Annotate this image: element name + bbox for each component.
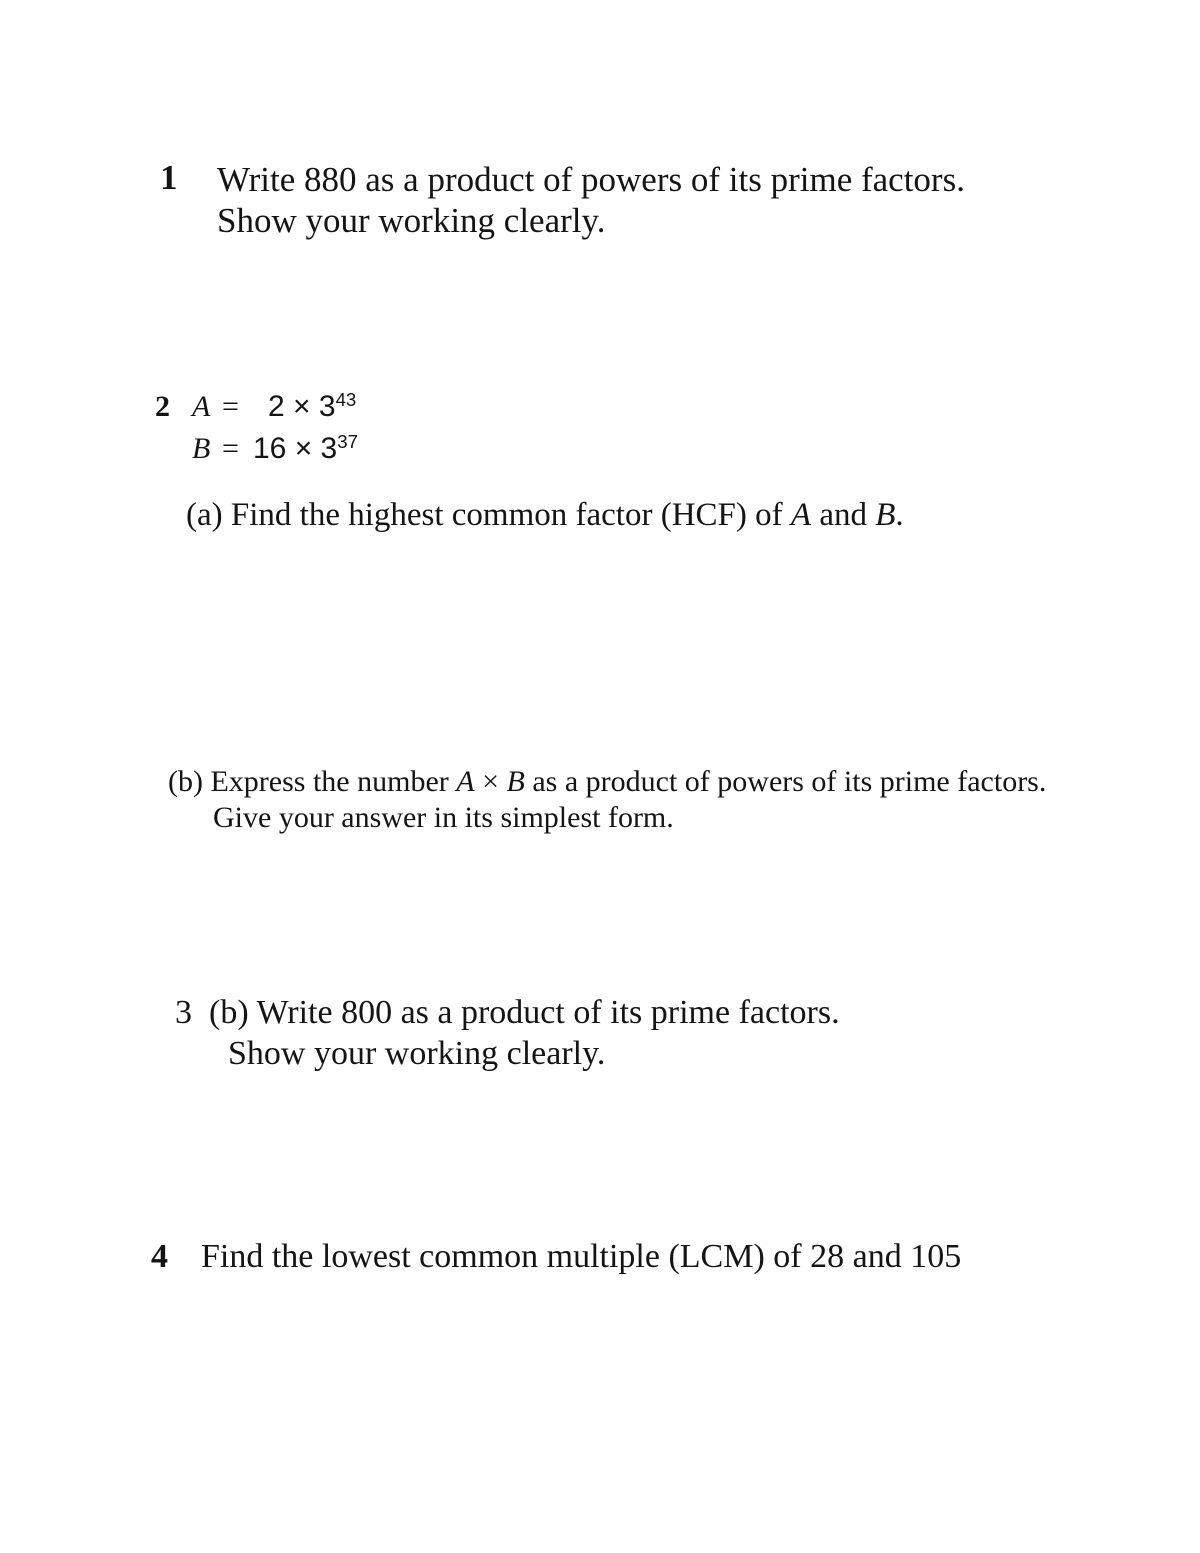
variable-b-exponent: 37	[337, 430, 358, 452]
question-2b-prefix: (b) Express the number	[168, 765, 457, 798]
question-2b-var-b: B	[506, 765, 525, 798]
variable-a-exponent: 43	[335, 388, 357, 410]
question-2b-text-line-2: Give your answer in its simplest form.	[213, 801, 674, 834]
question-1-text-line-2: Show your working clearly.	[217, 201, 606, 240]
question-2a-conjunction: and	[811, 497, 876, 533]
question-3-text-line-1: 3 (b) Write 800 as a product of its prime factors.	[175, 994, 840, 1031]
variable-b-base: 16 × 3	[253, 432, 338, 465]
variable-b-label: B	[192, 432, 211, 465]
question-4-number: 4	[151, 1238, 168, 1275]
question-2-number: 2	[155, 390, 170, 423]
question-2a-suffix: .	[895, 497, 904, 533]
question-2a-var-a: A	[790, 497, 812, 533]
question-2b-operator: ×	[474, 765, 507, 798]
question-1-number: 1	[160, 158, 178, 197]
question-1-text-line-1: Write 880 as a product of powers of its prime factors.	[217, 160, 965, 199]
variable-a-base: 2 × 3	[268, 390, 336, 423]
variable-b-equals: =	[222, 432, 239, 465]
variable-a-expression	[268, 390, 356, 424]
variable-a-label: A	[192, 390, 211, 423]
question-2b-text-line-1	[168, 765, 1046, 799]
question-2b-suffix: as a product of powers of its prime factors.	[524, 765, 1047, 798]
question-2b-var-a: A	[456, 765, 475, 798]
variable-a-equals: =	[222, 390, 239, 423]
question-4-text: Find the lowest common multiple (LCM) of 28 and 105	[201, 1238, 962, 1275]
question-2a-var-b: B	[875, 497, 896, 533]
question-3-text-line-2: Show your working clearly.	[228, 1035, 606, 1072]
question-2a-text	[186, 497, 904, 534]
question-2a-prefix: (a) Find the highest common factor (HCF) of	[186, 497, 791, 533]
variable-b-expression	[253, 432, 358, 466]
